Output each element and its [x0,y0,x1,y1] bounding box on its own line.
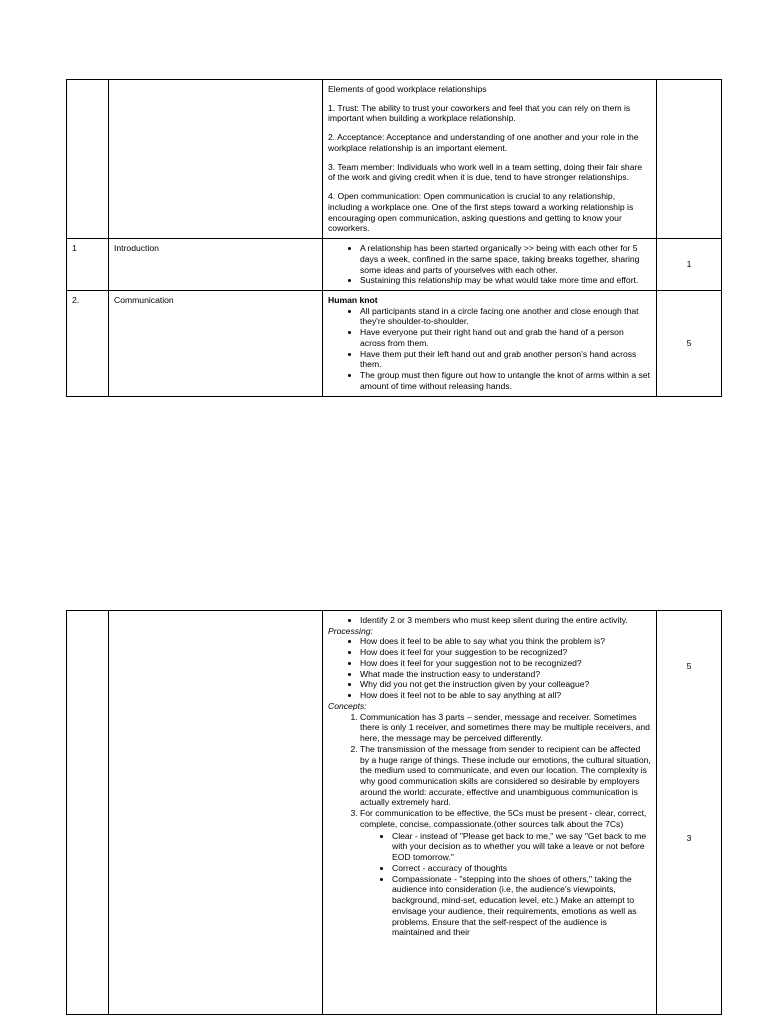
list-item: • All participants stand in a circle facing one another and close enough that they're shoulder-to-shoulder. [360,306,651,327]
minutes-cell: 1 [657,239,722,291]
bullet-list [328,306,651,392]
list-item: 1. Communication has 3 parts – sender, message and receiver. Sometimes there is only 1 receiver, and sometimes there may be multiple receivers, and here, the message may be perceived differently. [360,712,651,744]
element-item: 2. Acceptance: Acceptance and understanding of one another and your role in the workplace relationship is an important element. [328,132,639,153]
number-cell [67,611,109,1015]
minutes-cell: 5 [657,291,722,397]
list-item: • Identify 2 or 3 members who must keep silent during the entire activity. [360,615,651,626]
list-item: • Correct - accuracy of thoughts [392,863,651,874]
number-cell: 2. [67,291,109,397]
list-item: • The group must then figure out how to untangle the knot of arms within a set amount of time without releasing hands. [360,370,651,391]
topic-cell [109,80,323,239]
five-cs-list [360,831,651,938]
bullet-list [328,615,651,626]
list-item: • Why did you not get the instruction given by your colleague? [360,679,651,690]
list-item: • How does it feel for your suggestion not to be recognized? [360,658,651,669]
list-item [360,808,651,938]
number-cell: 1 [67,239,109,291]
minutes-cell [657,611,722,1015]
table-row [67,239,722,291]
table-row [67,611,722,1015]
minutes-value: 3 [686,833,692,843]
concepts-label: Concepts: [328,700,367,711]
content-cell [323,611,657,1015]
content-cell [323,239,657,291]
session-plan-table-1 [66,79,722,397]
minutes-cell [657,80,722,239]
element-item: 3. Team member: Individuals who work well in a team setting, doing their fair share of the work and giving credit when it is due, tend to have stronger relationships. [328,161,643,183]
list-item: • What made the instruction easy to understand? [360,669,651,680]
list-item: • Clear - instead of "Please get back to me," we say "Get back to me with your decision as to whether you will take a leave or not before EOD tomorrow." [392,831,651,863]
content-continued [328,615,651,1010]
topic-cell [109,611,323,1015]
list-item: • Have them put their left hand out and grab another person's hand across them. [360,349,651,370]
minutes-value: 5 [686,661,692,671]
list-item: 2. The transmission of the message from sender to recipient can be affected by a huge range of things. These include our emotions, the cultural situation, the medium used to communicate, and even our location. The complexity is why good communication skills are considered so desirable by employers around the world: accurate, effective and unambiguous communication is actually extremely hard. [360,744,651,808]
processing-label: Processing: [328,625,373,636]
concepts-list [328,712,651,938]
table-row [67,80,722,239]
topic-cell: Introduction [109,239,323,291]
topic-cell: Communication [109,291,323,397]
list-item: • A relationship has been started organically >> being with each other for 5 days a week, confined in the same space, taking breaks together, sharing some ideas and parts of yourselves with each other. [360,243,651,275]
list-item: • Sustaining this relationship may be what would take more time and effort. [360,275,651,286]
element-item: 4. Open communication: Open communication is crucial to any relationship, including a workplace one. One of the first steps toward a working relationship is encouraging open communication, asking questions and getting to know your coworkers. [328,191,634,234]
bullet-list [328,243,651,286]
content-cell [323,291,657,397]
processing-list [328,636,651,700]
list-item: • How does it feel not to be able to say anything at all? [360,690,651,701]
list-item: • How does it feel for your suggestion to be recognized? [360,647,651,658]
list-item: • Have everyone put their right hand out and grab the hand of a person across from them. [360,327,651,348]
activity-title: Human knot [328,295,378,306]
concept-text: For communication to be effective, the 5Cs must be present - clear, correct, complete, concise, compassionate.(other sources talk about the 7Cs) [360,808,647,829]
list-item: • Compassionate - "stepping into the shoes of others," taking the audience into consideration (i.e, the audience's viewpoints, background, mind-set, education level, etc.) Make an attempt to envisage your audience, their requirements, emotions as well as problems. Ensure that the self-respect of the audience is maintained and their [392,874,651,938]
elements-title: Elements of good workplace relationships [328,84,487,94]
session-plan-table-2 [66,610,722,1015]
table-row [67,291,722,397]
list-item: • How does it feel to be able to say what you think the problem is? [360,636,651,647]
number-cell [67,80,109,239]
element-item: 1. Trust: The ability to trust your coworkers and feel that you can rely on them is important when building a workplace relationship. [328,102,631,124]
content-cell [323,80,657,239]
